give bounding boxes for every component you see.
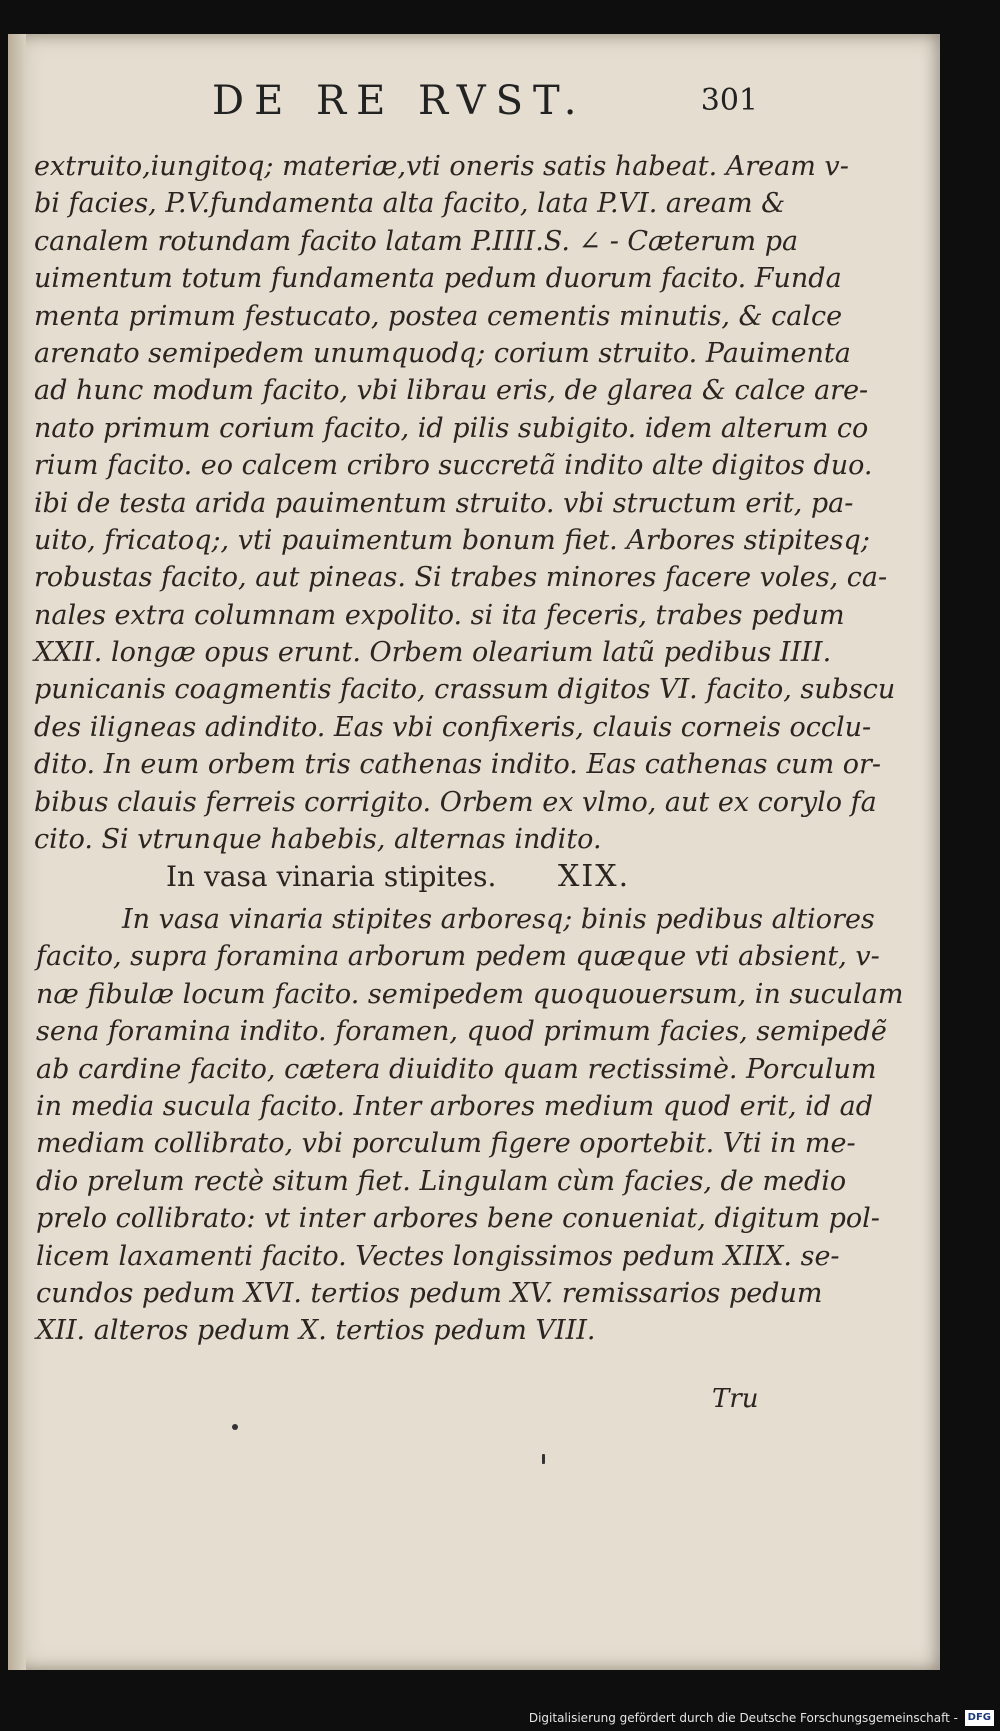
chapter-18-text bbox=[34, 148, 896, 858]
text-line: XXII. longæ opus erunt. Orbem olearium latũ pedibus IIII. bbox=[34, 637, 832, 669]
text-line: XII. alteros pedum X. tertios pedum VIII. bbox=[36, 1315, 596, 1347]
text-line: nato primum corium facito, id pilis subigito. idem alterum co bbox=[34, 412, 869, 444]
text-line: nales extra columnam expolito. si ita feceris, trabes pedum bbox=[34, 599, 845, 631]
text-line: In vasa vinaria stipites arboresq; binis pedibus altiores bbox=[122, 904, 875, 935]
text-line: næ fibulæ locum facito. semipedem quoquouersum, in suculam bbox=[36, 978, 904, 1010]
running-title: DE RE RVST. bbox=[212, 78, 587, 124]
dfg-logo: DFG bbox=[965, 1710, 994, 1726]
catchword: Tru bbox=[712, 1384, 759, 1414]
text-line: robustas facito, aut pineas. Si trabes minores facere voles, ca- bbox=[34, 562, 888, 594]
text-line: uito, fricatoq;, vti pauimentum bonum fiet. Arbores stipitesq; bbox=[34, 524, 870, 556]
text-line: cito. Si vtrunque habebis, alternas indito. bbox=[34, 824, 602, 856]
chapter-number: XIX. bbox=[558, 859, 631, 894]
digitization-footer bbox=[0, 1706, 1000, 1731]
text-line: uimentum totum fundamenta pedum duorum facito. Funda bbox=[34, 263, 842, 295]
text-line: cundos pedum XVI. tertios pedum XV. remissarios pedum bbox=[36, 1277, 823, 1309]
text-line: dito. In eum orbem tris cathenas indito. Eas cathenas cum or- bbox=[34, 749, 882, 781]
text-line: in media sucula facito. Inter arbores medium quod erit, id ad bbox=[36, 1090, 874, 1122]
page-gutter-edge bbox=[8, 34, 26, 1670]
text-line: rium facito. eo calcem cribro succretã indito alte digitos duo. bbox=[34, 450, 873, 482]
text-line: arenato semipedem unumquodq; corium struito. Pauimenta bbox=[34, 337, 851, 369]
text-line: menta primum festucato, postea cementis minutis, & calce bbox=[34, 300, 843, 332]
text-line: sena foramina indito. foramen, quod primum facies, semipedẽ bbox=[36, 1016, 887, 1048]
text-line: punicanis coagmentis facito, crassum digitos VI. facito, subscu bbox=[34, 674, 896, 706]
text-line: bi facies, P.V.fundamenta alta facito, lata P.VI. aream & bbox=[34, 188, 786, 220]
text-line: prelo collibrato: vt inter arbores bene conueniat, digitum pol- bbox=[36, 1203, 880, 1235]
running-head bbox=[202, 76, 762, 126]
text-line: dio prelum rectè situm fiet. Lingulam cùm facies, de medio bbox=[36, 1165, 847, 1197]
page-number: 301 bbox=[700, 83, 758, 118]
chapter-title: In vasa vinaria stipites. bbox=[166, 860, 497, 893]
footer-credit: Digitalisierung gefördert durch die Deutsche Forschungsgemeinschaft - bbox=[528, 1711, 958, 1725]
text-line: canalem rotundam facito latam P.IIII.S. ∠ - Cæterum pa bbox=[34, 225, 799, 257]
text-line: mediam collibrato, vbi porculum figere oportebit. Vti in me- bbox=[36, 1128, 856, 1160]
chapter-19-text bbox=[36, 901, 904, 1350]
text-line: bibus clauis ferreis corrigito. Orbem ex vlmo, aut ex corylo fa bbox=[34, 786, 877, 818]
text-line: ad hunc modum facito, vbi librau eris, de glarea & calce are- bbox=[34, 375, 869, 407]
text-line: ibi de testa arida pauimentum struito. vbi structum erit, pa- bbox=[34, 487, 854, 519]
chapter-heading bbox=[166, 855, 686, 899]
text-line: licem laxamenti facito. Vectes longissimos pedum XIIX. se- bbox=[36, 1240, 840, 1272]
ink-speck bbox=[542, 1454, 545, 1464]
text-line: ab cardine facito, cætera diuidito quam rectissimè. Porculum bbox=[36, 1053, 877, 1085]
text-line: extruito,iungitoq; materiæ,vti oneris satis habeat. Aream v- bbox=[34, 151, 849, 182]
ink-speck bbox=[232, 1424, 238, 1430]
text-line: des iligneas adindito. Eas vbi confixeris, clauis corneis occlu- bbox=[34, 711, 872, 743]
text-line: facito, supra foramina arborum pedem quæque vti absient, v- bbox=[36, 941, 880, 973]
